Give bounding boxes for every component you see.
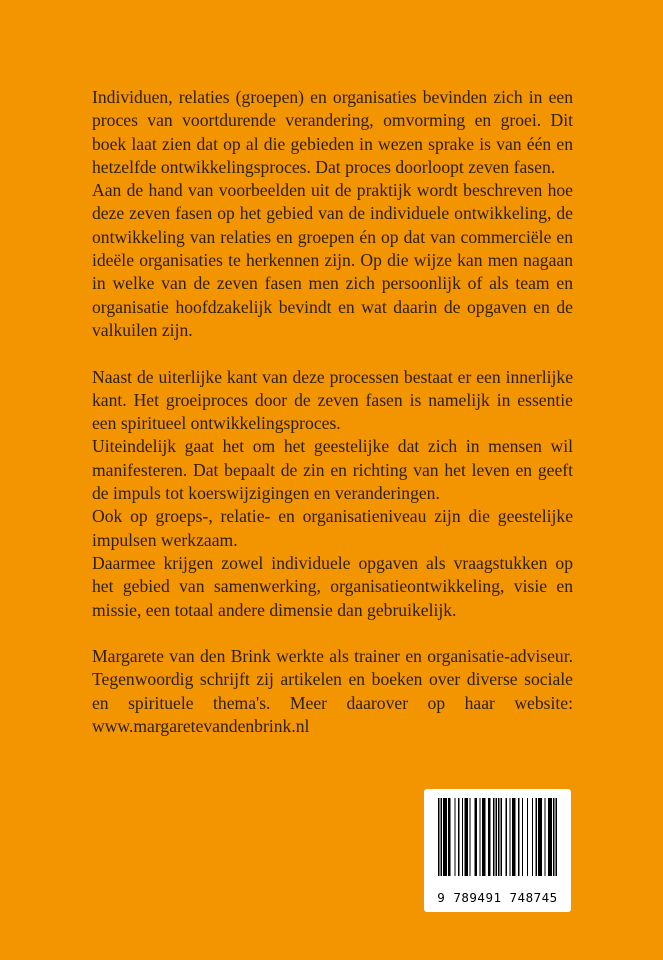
paragraph: Uiteindelijk gaat het om het geestelijke dat zich in mensen wil manifesteren. Dat bepaalt de zin en richting van het leven en geeft de impuls tot koerswijzigingen en veranderingen.: [92, 436, 573, 504]
back-cover-text: [92, 86, 573, 738]
author-paragraph-group: [92, 645, 573, 738]
barcode-icon: [438, 798, 557, 876]
paragraph: Naast de uiterlijke kant van deze processen bestaat er een innerlijke kant. Het groeiproces door de zeven fasen is namelijk in essentie een spiritueel ontwikkelingsproces.: [92, 366, 573, 434]
author-bio-paragraph: Margarete van den Brink werkte als trainer en organisatie-adviseur. Tegenwoordig schrijft zij artikelen en boeken over diverse sociale en spirituele thema's. Meer daarover op haar website: www.margaretevandenbrink.nl: [92, 646, 573, 737]
isbn-barcode-panel: [424, 789, 571, 912]
paragraph: Ook op groeps-, relatie- en organisatieniveau zijn die geestelijke impulsen werkzaam.: [92, 506, 573, 550]
paragraph: Individuen, relaties (groepen) en organisaties bevinden zich in een proces van voortdurende verandering, omvorming en groei. Dit boek laat zien dat op al die gebieden in wezen sprake is van één en hetzelfde ontwikkelingsproces. Dat proces doorloopt zeven fasen.: [92, 87, 573, 177]
spiritual-paragraph-group: [92, 366, 573, 622]
paragraph: Daarmee krijgen zowel individuele opgaven als vraagstukken op het gebied van samenwerking, organisatieontwikkeling, visie en missie, een totaal andere dimensie dan gebruikelijk.: [92, 552, 573, 620]
paragraph: Aan de hand van voorbeelden uit de praktijk wordt beschreven hoe deze zeven fasen op het gebied van de individuele ontwikkeling, de ontwikkeling van relaties en groepen én op dat van commerciële en ideële organisaties te herkennen zijn. Op die wijze kan men nagaan in welke van de zeven fasen men zich persoonlijk of als team en organisatie hoofdzakelijk bevindt en wat daarin de opgaven en de valkuilen zijn.: [92, 180, 573, 340]
intro-paragraph-group: [92, 86, 573, 342]
isbn-number: 9 789491 748745: [437, 890, 558, 905]
